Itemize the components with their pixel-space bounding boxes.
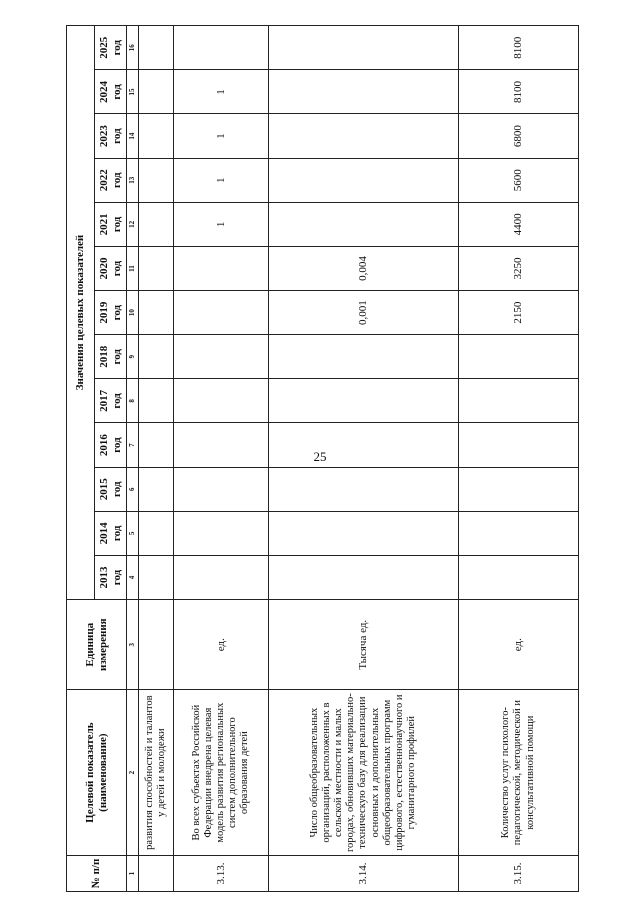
row-number: 3.15. [459,855,579,891]
page-number: 25 [313,449,327,464]
column-number: 13 [127,158,139,202]
indicator-value [139,511,174,555]
column-number: 1 [127,855,139,891]
indicator-value [269,379,459,423]
table-row-3-13 [174,26,269,892]
column-number: 10 [127,291,139,335]
indicator-value [139,70,174,114]
unit-of-measure [139,600,174,690]
header-year: 2018 год [95,335,127,379]
indicator-value [459,379,579,423]
indicator-value: 5600 [459,158,579,202]
indicators-table-rotated [66,25,576,892]
column-number: 9 [127,335,139,379]
header-year: 2023 год [95,114,127,158]
header-year: 2014 год [95,511,127,555]
indicator-value [174,555,269,599]
indicator-value [139,26,174,70]
indicator-value: 8100 [459,70,579,114]
header-year: 2017 год [95,379,127,423]
header-values-group: Значения целевых показателей [67,26,95,600]
indicator-value [269,26,459,70]
indicator-value [139,379,174,423]
indicator-value [269,555,459,599]
header-year: 2024 год [95,70,127,114]
indicators-table [66,25,579,892]
indicator-value [139,423,174,467]
indicator-value [459,555,579,599]
indicator-value [139,555,174,599]
column-number: 3 [127,600,139,690]
indicator-value [459,511,579,555]
row-number: 3.14. [269,855,459,891]
header-year: 2025 год [95,26,127,70]
unit-of-measure: Тысяча ед. [269,600,459,690]
indicator-value [174,291,269,335]
column-number: 7 [127,423,139,467]
indicator-value: 0,004 [269,246,459,290]
indicator-value: 4400 [459,202,579,246]
row-number [139,855,174,891]
table-row-continuation [139,26,174,892]
indicator-name: Во всех субъектах Российской Федерации внедрена целевая модель развития региональных систем дополнительного образования детей [174,690,269,856]
indicator-value: 3250 [459,246,579,290]
indicator-value [459,423,579,467]
unit-of-measure: ед. [459,600,579,690]
indicator-value [174,335,269,379]
indicator-value [174,423,269,467]
header-unit: Единица измерения [67,600,127,690]
indicator-value [269,114,459,158]
header-no: № п/п [67,855,127,891]
column-number: 4 [127,555,139,599]
indicator-value [174,379,269,423]
indicator-value [269,511,459,555]
indicator-name: Количество услуг психолого-педагогической, методической и консультативной помощи [459,690,579,856]
indicator-value [139,335,174,379]
column-number: 2 [127,690,139,856]
column-number: 6 [127,467,139,511]
header-year: 2016 год [95,423,127,467]
indicator-value: 1 [174,70,269,114]
column-number: 5 [127,511,139,555]
unit-of-measure: ед. [174,600,269,690]
indicator-value [269,202,459,246]
header-indicator: Целевой показатель (наименование) [67,690,127,856]
column-number: 11 [127,246,139,290]
column-number: 8 [127,379,139,423]
indicator-name: развития способностей и талантов у детей и молодежи [139,690,174,856]
indicator-value [269,423,459,467]
indicator-value [459,467,579,511]
indicator-value [139,158,174,202]
indicator-value [174,467,269,511]
indicator-name: Число общеобразовательных организаций, расположенных в сельской местности и малых городах, обновивших материально-техническую базу для реализации основных и дополнительных общеобразовательных программ цифрового, естественнонаучного и гуманитарного профилей [269,690,459,856]
indicator-value [139,114,174,158]
indicator-value [139,467,174,511]
column-number: 12 [127,202,139,246]
indicator-value [269,467,459,511]
header-year: 2020 год [95,246,127,290]
indicator-value [139,246,174,290]
table-row-3-15 [459,26,579,892]
header-year: 2022 год [95,158,127,202]
indicator-value: 2150 [459,291,579,335]
indicator-value [174,246,269,290]
header-year: 2015 год [95,467,127,511]
indicator-value: 6800 [459,114,579,158]
indicator-value [139,291,174,335]
column-number: 16 [127,26,139,70]
table-row-3-14 [269,26,459,892]
row-number: 3.13. [174,855,269,891]
indicator-value [269,158,459,202]
header-year: 2013 год [95,555,127,599]
indicator-value [269,70,459,114]
indicator-value [174,26,269,70]
indicator-value [269,335,459,379]
indicator-value [139,202,174,246]
indicator-value: 1 [174,158,269,202]
header-year: 2021 год [95,202,127,246]
indicator-value: 1 [174,202,269,246]
indicator-value [174,511,269,555]
column-number: 15 [127,70,139,114]
indicator-value: 8100 [459,26,579,70]
indicator-value: 1 [174,114,269,158]
header-year: 2019 год [95,291,127,335]
indicator-value: 0,001 [269,291,459,335]
indicator-value [459,335,579,379]
column-number: 14 [127,114,139,158]
